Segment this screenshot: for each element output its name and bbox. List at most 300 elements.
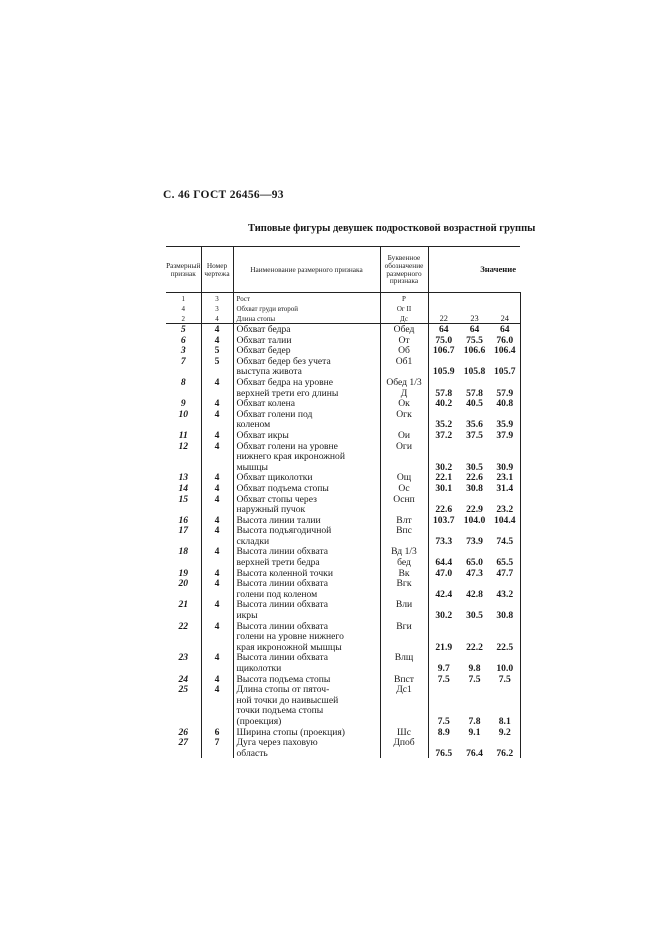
col-header-abbr: Буквенное обозначение размерного признака — [380, 247, 428, 293]
cell-abbr: Дс — [380, 313, 428, 324]
col-header-drawing: Номер чертежа — [201, 247, 233, 293]
cell-name: Высота линии обхвата — [233, 599, 380, 610]
cell-drawing — [201, 695, 233, 706]
cell-number: 26 — [178, 726, 189, 738]
cell-number: 2 — [166, 313, 201, 324]
cell-name: Высота линии обхвата — [233, 621, 380, 632]
cell-value-24 — [490, 695, 520, 706]
cell-drawing: 4 — [201, 409, 233, 420]
cell-number: 20 — [178, 578, 189, 590]
cell-value-22 — [428, 695, 459, 706]
cell-value-22 — [428, 525, 459, 536]
cell-value-23 — [459, 546, 490, 557]
cell-value-24: 7.5 — [498, 673, 511, 685]
cell-value-24: 9.2 — [498, 726, 511, 738]
cell-value-22: 8.9 — [428, 727, 459, 738]
cell-value-24: 106.4 — [493, 345, 516, 357]
cell-abbr: Вд 1/3 — [380, 546, 428, 557]
cell-value-22 — [428, 631, 459, 642]
cell-drawing — [201, 716, 233, 727]
table-row — [166, 578, 520, 589]
cell-value-22: 35.2 — [428, 419, 459, 430]
cell-value-24 — [490, 293, 520, 304]
cell-value-24: 10.0 — [496, 663, 514, 674]
cell-name: Рост — [233, 293, 380, 304]
cell-value-24 — [490, 737, 520, 748]
cell-number — [166, 462, 201, 473]
cell-value-24: 35.9 — [496, 419, 514, 431]
cell-abbr: Влщ — [380, 652, 428, 663]
cell-abbr: Р — [380, 293, 428, 304]
cell-value-24 — [490, 705, 520, 716]
cell-number — [166, 451, 201, 462]
cell-value-22 — [428, 621, 459, 632]
table-row — [166, 398, 520, 409]
cell-number — [166, 642, 201, 653]
cell-abbr: Шс — [380, 727, 428, 738]
cell-abbr: Оснп — [380, 494, 428, 505]
cell-value-22 — [428, 377, 459, 388]
table-row — [166, 345, 520, 356]
table-row — [166, 695, 520, 706]
table-row — [166, 377, 520, 388]
cell-drawing: 7 — [201, 737, 233, 748]
measurements-table — [166, 246, 520, 758]
cell-number: 10 — [178, 408, 189, 420]
cell-value-22: 22 — [428, 313, 459, 324]
cell-value-22 — [428, 737, 459, 748]
cell-abbr — [380, 642, 428, 653]
cell-value-23 — [459, 293, 490, 304]
cell-number: 15 — [178, 493, 189, 505]
cell-drawing — [201, 462, 233, 473]
cell-value-23 — [459, 451, 490, 462]
cell-value-23: 22.2 — [466, 641, 483, 653]
table-row — [166, 674, 520, 685]
table-row — [166, 557, 520, 568]
cell-number — [166, 705, 201, 716]
cell-abbr: Об — [380, 345, 428, 356]
cell-value-23 — [459, 525, 490, 536]
cell-name: Обхват груди второй — [233, 303, 380, 313]
cell-drawing — [201, 748, 233, 759]
cell-name: Высота подъягодичной — [233, 525, 380, 536]
cell-value-23: 73.9 — [466, 535, 483, 547]
cell-number: 12 — [178, 440, 189, 452]
cell-drawing — [201, 663, 233, 674]
cell-value-24: 76.2 — [496, 747, 514, 759]
table-row — [166, 313, 520, 324]
cell-name: щиколотки — [233, 663, 380, 674]
cell-name: Длина стопы от пяточ- — [233, 684, 380, 695]
cell-abbr: От — [380, 335, 428, 346]
cell-drawing — [201, 388, 233, 399]
cell-number — [166, 419, 201, 430]
cell-value-24: 104.4 — [493, 514, 516, 526]
table-row — [166, 546, 520, 557]
cell-value-24: 23.2 — [496, 504, 514, 516]
cell-abbr: Обед — [380, 324, 428, 335]
cell-drawing: 4 — [201, 313, 233, 324]
cell-value-22 — [428, 684, 459, 695]
table-row — [166, 419, 520, 430]
cell-value-23 — [459, 737, 490, 748]
cell-number: 24 — [178, 673, 189, 685]
cell-value-23: 65.0 — [466, 557, 483, 569]
cell-value-23: 37.5 — [466, 429, 483, 441]
table-row — [166, 568, 520, 579]
page-header: С. 46 ГОСТ 26456—93 — [163, 189, 284, 201]
cell-value-23 — [459, 494, 490, 505]
cell-number: 3 — [180, 345, 186, 357]
cell-value-24 — [490, 377, 520, 388]
cell-value-22 — [428, 546, 459, 557]
cell-drawing: 5 — [201, 356, 233, 367]
cell-value-24 — [490, 356, 520, 367]
cell-abbr: Оги — [380, 441, 428, 452]
cell-value-22: 30.1 — [428, 483, 459, 494]
table-row — [166, 610, 520, 621]
cell-drawing — [201, 631, 233, 642]
cell-value-24 — [490, 631, 520, 642]
cell-name: коленом — [233, 419, 380, 430]
cell-drawing — [201, 642, 233, 653]
cell-value-23: 35.6 — [466, 419, 483, 431]
cell-value-24 — [490, 652, 520, 663]
cell-value-22 — [428, 652, 459, 663]
cell-value-23 — [459, 599, 490, 610]
table-row — [166, 356, 520, 367]
table-title: Типовые фигуры девушек подростковой возрастной группы — [248, 223, 536, 234]
cell-value-22 — [428, 705, 459, 716]
cell-value-22 — [428, 599, 459, 610]
cell-name: точки подъема стопы — [233, 705, 380, 716]
cell-value-24 — [490, 621, 520, 632]
cell-abbr: Вк — [380, 568, 428, 579]
table-row — [166, 462, 520, 473]
cell-number — [166, 504, 201, 515]
cell-abbr: бед — [380, 557, 428, 568]
cell-value-23: 30.8 — [466, 482, 483, 494]
cell-value-23: 64 — [469, 324, 480, 335]
cell-value-22: 40.2 — [428, 398, 459, 409]
cell-abbr — [380, 462, 428, 473]
cell-name: Обхват бедер — [233, 345, 380, 356]
cell-value-24: 40.8 — [496, 398, 514, 410]
cell-number — [166, 388, 201, 399]
cell-drawing: 4 — [201, 324, 233, 335]
cell-number: 16 — [178, 514, 189, 526]
cell-abbr: Вли — [380, 599, 428, 610]
cell-drawing: 4 — [201, 525, 233, 536]
cell-value-22: 64 — [428, 324, 459, 335]
cell-drawing: 3 — [201, 303, 233, 313]
cell-number — [166, 748, 201, 759]
cell-value-24 — [490, 303, 520, 313]
cell-value-24 — [490, 409, 520, 420]
cell-number — [166, 716, 201, 727]
table-row — [166, 388, 520, 399]
cell-drawing: 4 — [201, 430, 233, 441]
cell-abbr: Огк — [380, 409, 428, 420]
cell-abbr — [380, 631, 428, 642]
cell-value-24 — [490, 494, 520, 505]
cell-value-24: 31.4 — [496, 482, 514, 494]
cell-drawing: 5 — [201, 345, 233, 356]
cell-value-24: 37.9 — [496, 429, 514, 441]
cell-value-23: 47.3 — [466, 567, 483, 579]
cell-value-22: 37.2 — [428, 430, 459, 441]
cell-name: Высота коленной точки — [233, 568, 380, 579]
cell-value-22: 30.2 — [428, 462, 459, 473]
cell-value-24: 8.1 — [498, 715, 511, 727]
cell-number: 23 — [178, 652, 189, 664]
cell-number: 4 — [181, 305, 185, 313]
cell-drawing: 4 — [201, 472, 233, 483]
cell-value-24: 105.7 — [493, 366, 516, 378]
cell-value-23 — [459, 356, 490, 367]
cell-name: Обхват подъема стопы — [233, 483, 380, 494]
table-row — [166, 631, 520, 642]
cell-value-24 — [490, 546, 520, 557]
cell-value-24 — [490, 599, 520, 610]
cell-value-22: 9.7 — [428, 663, 459, 674]
cell-number: 9 — [180, 398, 186, 410]
cell-value-22: 57.8 — [428, 388, 459, 399]
cell-number — [166, 695, 201, 706]
cell-drawing: 4 — [201, 621, 233, 632]
cell-value-24 — [490, 578, 520, 589]
cell-value-22 — [428, 441, 459, 452]
cell-value-23: 22.6 — [466, 472, 483, 484]
table-row — [166, 589, 520, 600]
table-row — [166, 621, 520, 632]
cell-number: 6 — [180, 334, 186, 346]
cell-number — [166, 557, 201, 568]
cell-value-22: 73.3 — [428, 536, 459, 547]
cell-name: Ширина стопы (проекция) — [233, 727, 380, 738]
cell-value-22: 22.6 — [428, 504, 459, 515]
table-row — [166, 472, 520, 483]
cell-name: икры — [233, 610, 380, 621]
cell-value-23 — [459, 441, 490, 452]
table-row — [166, 525, 520, 536]
cell-drawing — [201, 536, 233, 547]
cell-value-23: 7.8 — [468, 715, 481, 727]
cell-abbr — [380, 716, 428, 727]
cell-drawing — [201, 451, 233, 462]
table-row — [166, 599, 520, 610]
cell-value-22: 76.5 — [428, 748, 459, 759]
cell-name: Обхват талии — [233, 335, 380, 346]
cell-value-23: 9.1 — [468, 726, 481, 738]
cell-name: Обхват бедра — [233, 324, 380, 335]
cell-value-24: 43.2 — [496, 588, 514, 600]
cell-abbr: Впс — [380, 525, 428, 536]
cell-value-23: 30.5 — [466, 461, 483, 473]
cell-abbr: Ок — [380, 398, 428, 409]
cell-value-24 — [490, 451, 520, 462]
col-header-number: Размерный признак — [166, 247, 201, 293]
cell-drawing: 4 — [201, 674, 233, 685]
cell-value-22 — [428, 494, 459, 505]
col-header-name: Наименование размерного признака — [233, 247, 380, 293]
cell-value-24: 23.1 — [496, 472, 514, 484]
cell-value-24: 30.9 — [496, 461, 514, 473]
cell-abbr — [380, 419, 428, 430]
cell-value-23: 75.5 — [466, 334, 483, 346]
cell-abbr — [380, 451, 428, 462]
cell-number: 22 — [178, 620, 189, 632]
cell-value-22: 21.9 — [428, 642, 459, 653]
table-row — [166, 716, 520, 727]
cell-value-24: 64 — [499, 324, 510, 335]
cell-value-23 — [459, 621, 490, 632]
cell-number: 13 — [178, 472, 189, 484]
cell-drawing: 4 — [201, 546, 233, 557]
cell-abbr — [380, 610, 428, 621]
table-row — [166, 515, 520, 526]
cell-value-22: 22.1 — [428, 472, 459, 483]
table-row — [166, 451, 520, 462]
cell-drawing: 4 — [201, 335, 233, 346]
cell-value-23: 57.8 — [466, 387, 483, 399]
cell-name: Обхват щиколотки — [233, 472, 380, 483]
table-row — [166, 536, 520, 547]
cell-value-23: 9.8 — [468, 663, 481, 674]
cell-value-24: 24 — [490, 313, 520, 324]
cell-drawing — [201, 419, 233, 430]
cell-value-24 — [490, 684, 520, 695]
cell-name: Обхват икры — [233, 430, 380, 441]
cell-name: нижнего края икроножной — [233, 451, 380, 462]
cell-name: ной точки до наивысшей — [233, 695, 380, 706]
table-body — [166, 293, 520, 759]
cell-value-22: 42.4 — [428, 589, 459, 600]
cell-value-23: 105.8 — [463, 366, 486, 378]
cell-value-22 — [428, 578, 459, 589]
cell-value-23: 106.6 — [463, 345, 486, 357]
cell-abbr: Ог II — [380, 303, 428, 313]
table-row — [166, 494, 520, 505]
table-row — [166, 409, 520, 420]
cell-value-22: 103.7 — [428, 515, 459, 526]
cell-name: верхней трети бедра — [233, 557, 380, 568]
cell-name: голени под коленом — [233, 589, 380, 600]
cell-value-23 — [459, 631, 490, 642]
cell-name: складки — [233, 536, 380, 547]
cell-name: Высота линии талии — [233, 515, 380, 526]
cell-abbr — [380, 748, 428, 759]
cell-number: 25 — [178, 684, 189, 696]
cell-abbr: Ос — [380, 483, 428, 494]
table-row — [166, 293, 520, 304]
cell-drawing — [201, 557, 233, 568]
cell-name: верхней трети его длины — [233, 388, 380, 399]
table-row — [166, 324, 520, 335]
cell-name: Обхват голени под — [233, 409, 380, 420]
cell-value-24: 22.5 — [496, 641, 514, 653]
cell-number — [166, 589, 201, 600]
cell-value-22 — [428, 356, 459, 367]
cell-drawing — [201, 589, 233, 600]
cell-abbr: Вги — [380, 621, 428, 632]
cell-value-22: 30.2 — [428, 610, 459, 621]
cell-name: Обхват колена — [233, 398, 380, 409]
table-row — [166, 684, 520, 695]
cell-abbr: Вгк — [380, 578, 428, 589]
cell-name: края икроножной мышцы — [233, 642, 380, 653]
cell-value-22 — [428, 303, 459, 313]
cell-abbr: Впст — [380, 674, 428, 685]
cell-name: Обхват голени на уровне — [233, 441, 380, 452]
cell-value-22: 7.5 — [428, 674, 459, 685]
cell-value-22: 7.5 — [428, 716, 459, 727]
cell-value-23 — [459, 684, 490, 695]
cell-drawing: 4 — [201, 578, 233, 589]
cell-drawing: 4 — [201, 684, 233, 695]
cell-name: Дуга через паховую — [233, 737, 380, 748]
cell-value-22: 106.7 — [428, 345, 459, 356]
cell-value-23 — [459, 695, 490, 706]
cell-value-23 — [459, 705, 490, 716]
cell-name: голени на уровне нижнего — [233, 631, 380, 642]
cell-value-24 — [490, 525, 520, 536]
cell-drawing: 4 — [201, 398, 233, 409]
cell-value-22 — [428, 293, 459, 304]
cell-value-24: 30.8 — [496, 610, 514, 622]
cell-name: Высота линии обхвата — [233, 546, 380, 557]
cell-name: Высота линии обхвата — [233, 652, 380, 663]
cell-name: область — [233, 748, 380, 759]
cell-number: 17 — [178, 525, 189, 537]
table-row — [166, 366, 520, 377]
cell-number — [166, 366, 201, 377]
cell-number: 21 — [178, 599, 189, 611]
cell-value-23: 76.4 — [466, 747, 483, 759]
cell-value-23: 104.0 — [463, 514, 486, 526]
table-row — [166, 303, 520, 313]
cell-value-23: 23 — [459, 313, 490, 324]
cell-abbr: Дпоб — [380, 737, 428, 748]
cell-value-22: 105.9 — [428, 366, 459, 377]
cell-drawing: 4 — [201, 483, 233, 494]
cell-abbr: Ои — [380, 430, 428, 441]
cell-value-22 — [428, 409, 459, 420]
cell-abbr: Влт — [380, 515, 428, 526]
cell-number — [166, 610, 201, 621]
cell-number: 14 — [178, 482, 189, 494]
table-row — [166, 642, 520, 653]
cell-value-24: 65.5 — [496, 557, 514, 569]
cell-value-24 — [490, 441, 520, 452]
cell-name: (проекция) — [233, 716, 380, 727]
cell-value-23: 7.5 — [468, 673, 481, 685]
table-row — [166, 737, 520, 748]
cell-number: 27 — [178, 737, 189, 749]
cell-abbr: Обед 1/3 — [380, 377, 428, 388]
cell-drawing — [201, 366, 233, 377]
cell-number: 18 — [178, 546, 189, 558]
cell-value-24: 47.7 — [496, 567, 514, 579]
cell-abbr: Ощ — [380, 472, 428, 483]
cell-number: 1 — [181, 295, 185, 303]
cell-drawing: 4 — [201, 377, 233, 388]
cell-value-23 — [459, 652, 490, 663]
cell-number: 8 — [180, 376, 186, 388]
cell-name: Высота подъема стопы — [233, 674, 380, 685]
cell-abbr: Об1 — [380, 356, 428, 367]
